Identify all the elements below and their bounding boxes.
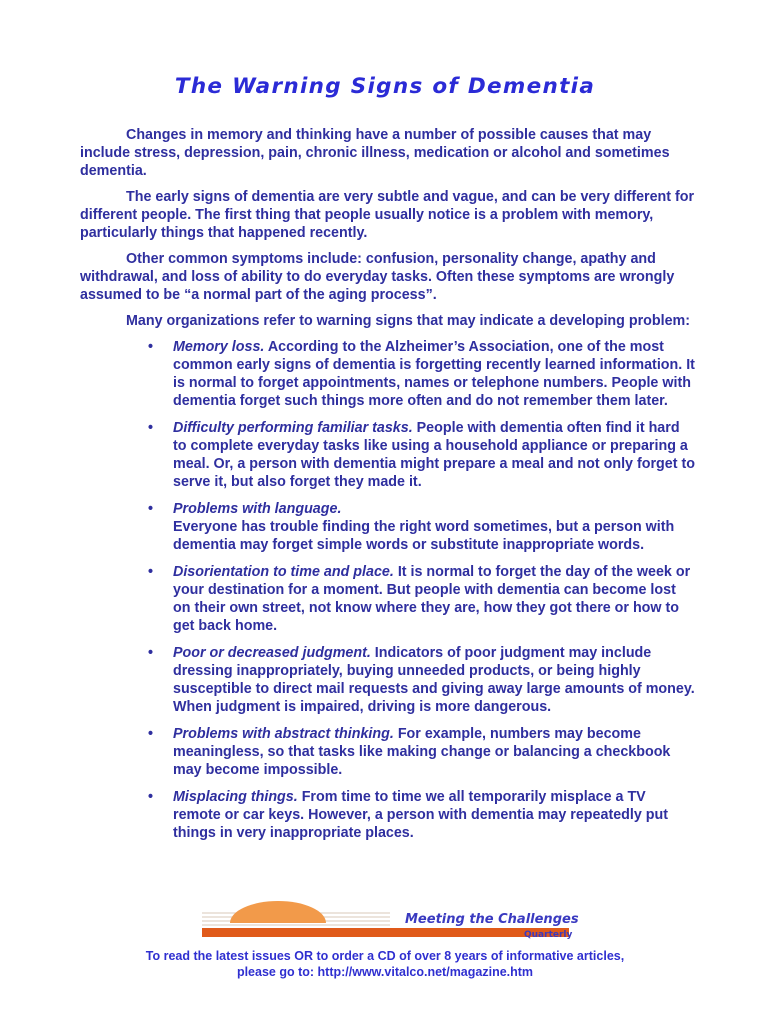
sign-description: People with dementia often find it hard to complete everyday tasks like using a household appliance or preparing a meal. Or, a person with dementia might prepare a meal and not only forget to serve it, but also forget they made it. <box>173 420 695 490</box>
bullet-icon: • <box>148 645 154 661</box>
sign-description: According to the Alzheimer’s Association, one of the most common early signs of dementia is forgetting recently learned information. It is normal to forget appointments, names or telephone numbers. People with dementia forget such things more often and do not remember them later. <box>173 339 695 409</box>
sign-term: Poor or decreased judgment. <box>173 645 371 661</box>
document-title: The Warning Signs of Dementia <box>174 74 596 99</box>
logo-subtitle: Quarterly <box>524 930 573 940</box>
footer-link[interactable]: please go to: http://www.vitalco.net/magazine.htm <box>236 965 534 979</box>
list-item <box>80 338 695 410</box>
bullet-icon: • <box>148 726 154 742</box>
list-item <box>80 644 695 716</box>
list-item <box>80 500 695 554</box>
symptoms-paragraph: Other common symptoms include: confusion, personality change, apathy and withdrawal, and loss of ability to do everyday tasks. Often these symptoms are wrongly assumed to be “a normal part of the aging process”. <box>80 251 675 303</box>
sign-description: Indicators of poor judgment may include dressing inappropriately, buying unneeded products, or being highly susceptible to direct mail requests and giving away large amounts of money. When judgment is impaired, driving is more dangerous. <box>173 645 695 715</box>
document-body <box>80 126 695 851</box>
bullet-icon: • <box>148 501 154 517</box>
sign-term: Memory loss. <box>173 339 265 355</box>
sign-term: Problems with language. <box>173 501 342 517</box>
sign-term: Problems with abstract thinking. <box>173 726 394 742</box>
sign-description: Everyone has trouble finding the right word sometimes, but a person with dementia may forget simple words or substitute inappropriate words. <box>173 519 675 553</box>
list-item <box>80 419 695 491</box>
bullet-icon: • <box>148 789 154 805</box>
footer-line: To read the latest issues OR to order a CD of over 8 years of informative articles, <box>145 949 625 963</box>
meeting-the-challenges-logo <box>200 893 580 945</box>
sign-description: For example, numbers may become meaningless, so that tasks like making change or balancing a checkbook may become impossible. <box>173 726 671 778</box>
sign-term: Misplacing things. <box>173 789 298 805</box>
list-item <box>80 563 695 635</box>
sign-description: It is normal to forget the day of the week or your destination for a moment. But people with dementia can become lost on their own street, not know where they are, how they got there or how to get back home. <box>173 564 691 634</box>
sign-description: From time to time we all temporarily misplace a TV remote or car keys. However, a person with dementia may repeatedly put things in very inappropriate places. <box>173 789 669 841</box>
list-item <box>80 725 695 779</box>
bullet-icon: • <box>148 564 154 580</box>
footer-note <box>0 948 770 980</box>
early-signs-paragraph: The early signs of dementia are very subtle and vague, and can be very different for different people. The first thing that people usually notice is a problem with memory, particularly things that happened recently. <box>80 189 695 241</box>
intro-paragraph: Changes in memory and thinking have a number of possible causes that may include stress, depression, pain, chronic illness, medication or alcohol and sometimes dementia. <box>80 127 670 179</box>
bullet-icon: • <box>148 339 154 355</box>
sign-term: Difficulty performing familiar tasks. <box>173 420 413 436</box>
warning-signs-list <box>80 338 695 842</box>
organizations-paragraph: Many organizations refer to warning signs that may indicate a developing problem: <box>126 313 691 329</box>
bullet-icon: • <box>148 420 154 436</box>
list-item <box>80 788 695 842</box>
logo-name: Meeting the Challenges <box>405 912 579 927</box>
sign-term: Disorientation to time and place. <box>173 564 394 580</box>
